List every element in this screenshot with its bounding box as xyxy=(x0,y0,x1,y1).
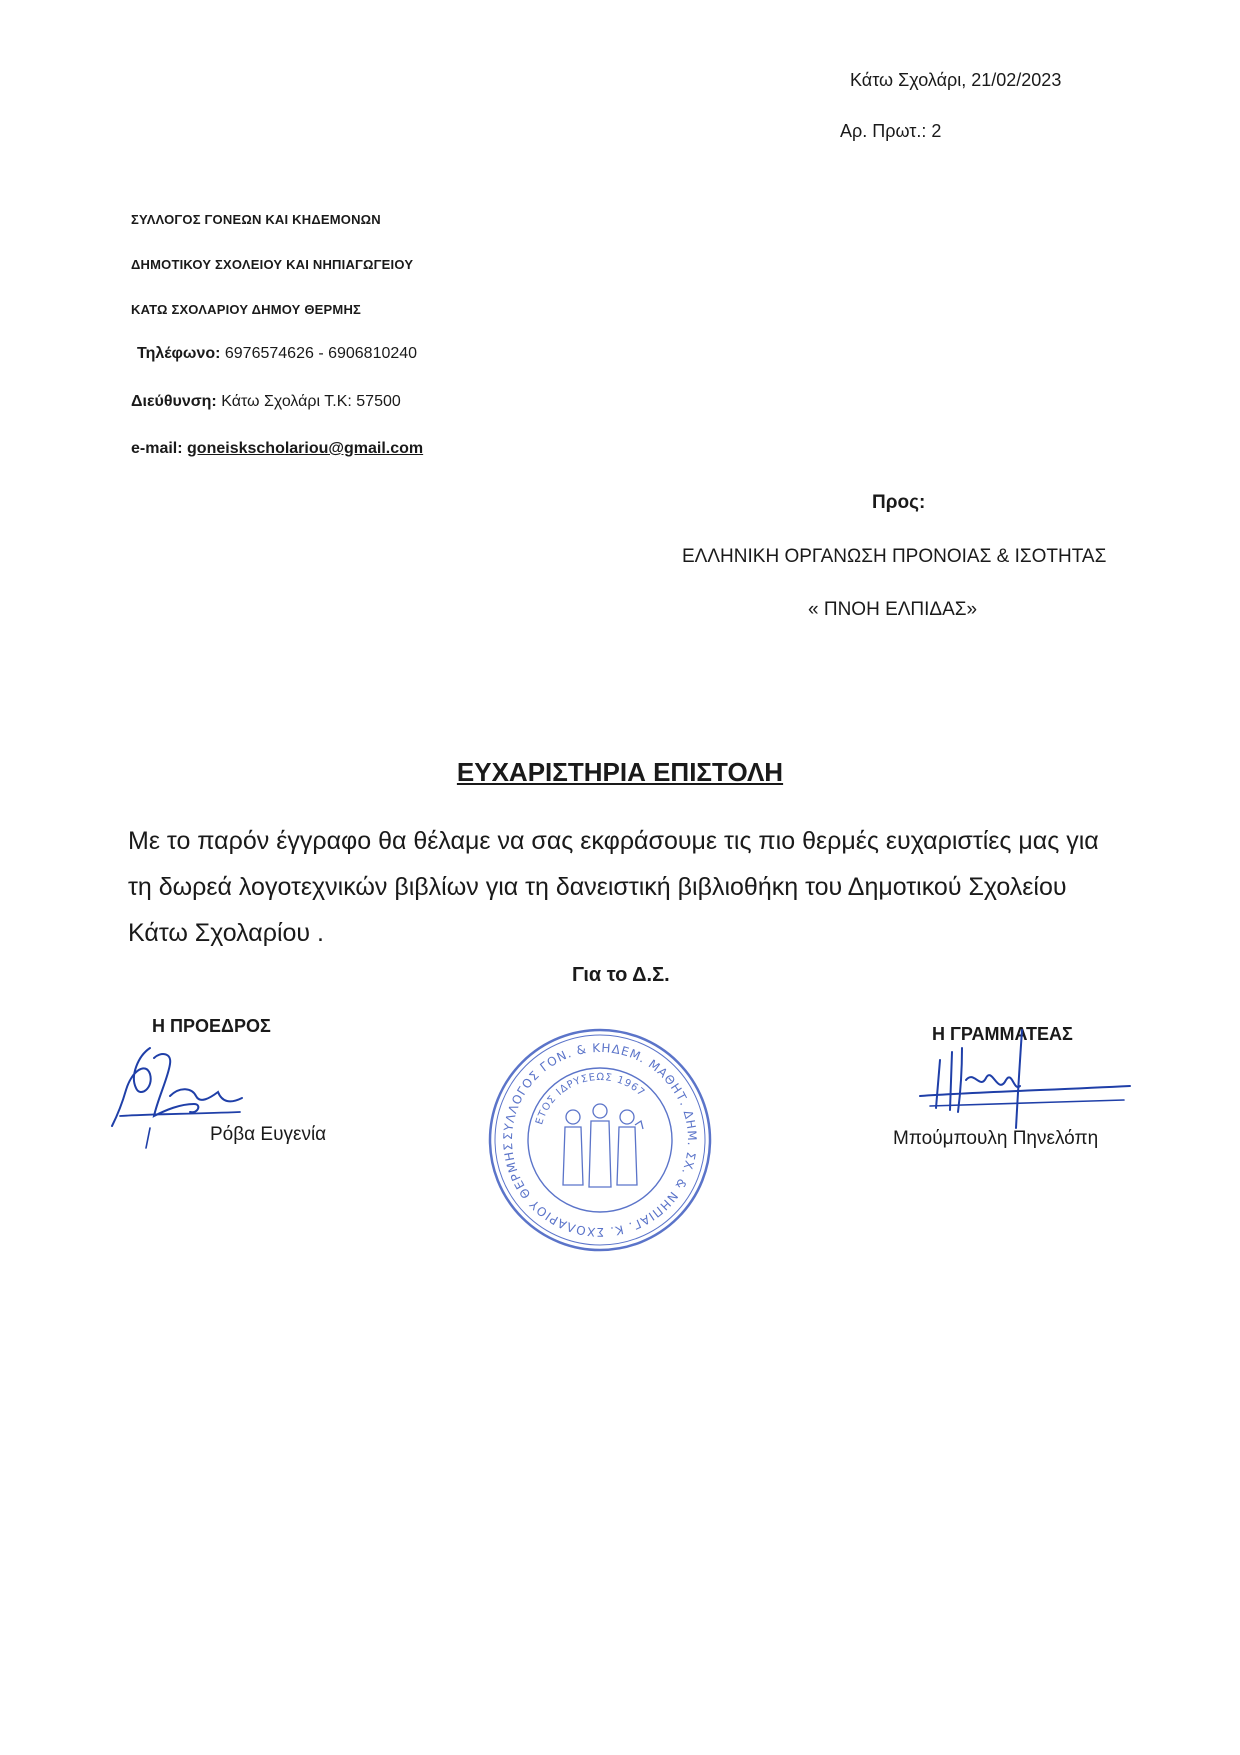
sender-phone xyxy=(137,345,417,363)
sender-address xyxy=(131,393,401,411)
address-label: Διεύθυνση: xyxy=(131,393,217,410)
phone-label: Τηλέφωνο: xyxy=(137,345,221,362)
seal-outer-text: ΣΥΛΛΟΓΟΣ ΓΟΝ. & ΚΗΔΕΜ. ΜΑΘΗΤ. ΔΗΜ. ΣΧ. & ΝΗΠΙΑΓ. Κ. ΣΧΟΛΑΡΙΟΥ ΘΕΡΜΗΣ xyxy=(500,1040,700,1240)
recipient-label: Προς: xyxy=(872,492,926,513)
sender-org-line-2: ΔΗΜΟΤΙΚΟΥ ΣΧΟΛΕΙΟΥ ΚΑΙ ΝΗΠΙΑΓΩΓΕΙΟΥ xyxy=(131,257,414,272)
email-link[interactable]: goneiskscholariou@gmail.com xyxy=(187,440,424,457)
president-title: Η ΠΡΟΕΔΡΟΣ xyxy=(152,1016,271,1036)
president-signature xyxy=(110,1018,260,1158)
secretary-title: Η ΓΡΑΜΜΑΤΕΑΣ xyxy=(932,1024,1073,1044)
protocol-number: Αρ. Πρωτ.: 2 xyxy=(840,121,942,141)
phone-value: 6976574626 - 6906810240 xyxy=(220,345,418,362)
letter-date: Κάτω Σχολάρι, 21/02/2023 xyxy=(850,70,1062,90)
seal-inner-text: ΕΤΟΣ ΙΔΡΥΣΕΩΣ 1967 xyxy=(534,1071,647,1127)
recipient-line-1: ΕΛΛΗΝΙΚΗ ΟΡΓΑΝΩΣΗ ΠΡΟΝΟΙΑΣ & ΙΣΟΤΗΤΑΣ xyxy=(682,546,1107,567)
president-name: Ρόβα Ευγενία xyxy=(210,1124,327,1145)
secretary-signature xyxy=(910,1020,1140,1140)
address-value: Κάτω Σχολάρι Τ.Κ: 57500 xyxy=(216,393,401,410)
svg-text:ΣΥΛΛΟΓΟΣ ΓΟΝ. & ΚΗΔΕΜ. ΜΑΘΗΤ. xyxy=(501,1041,699,1239)
sender-org-line-3: ΚΑΤΩ ΣΧΟΛΑΡΙΟΥ ΔΗΜΟΥ ΘΕΡΜΗΣ xyxy=(131,302,362,317)
secretary-name: Μπούμπουλη Πηνελόπη xyxy=(893,1128,1099,1149)
sender-org-line-1: ΣΥΛΛΟΓΟΣ ΓΟΝΕΩΝ ΚΑΙ ΚΗΔΕΜΟΝΩΝ xyxy=(131,212,381,227)
association-seal xyxy=(485,1025,715,1255)
letter-title: ΕΥΧΑΡΙΣΤΗΡΙΑ ΕΠΙΣΤΟΛΗ xyxy=(456,757,784,787)
recipient-line-2: « ΠΝΟΗ ΕΛΠΙΔΑΣ» xyxy=(808,599,978,620)
letter-body: Με το παρόν έγγραφο θα θέλαμε να σας εκφράσουμε τις πιο θερμές ευχαριστίες μας για τη δωρεά λογοτεχνικών βιβλίων για τη δανειστική βιβλιοθήκη του Δημοτικού Σχολείου Κάτω Σχολαρίου . xyxy=(128,827,1099,947)
for-board-label: Για το Δ.Σ. xyxy=(572,964,670,986)
sender-email xyxy=(131,440,423,458)
email-label: e-mail: xyxy=(131,440,183,457)
svg-text:ΕΤΟΣ ΙΔΡΥΣΕΩΣ 1967 xyxy=(534,1072,647,1126)
seal-figures xyxy=(563,1104,643,1187)
